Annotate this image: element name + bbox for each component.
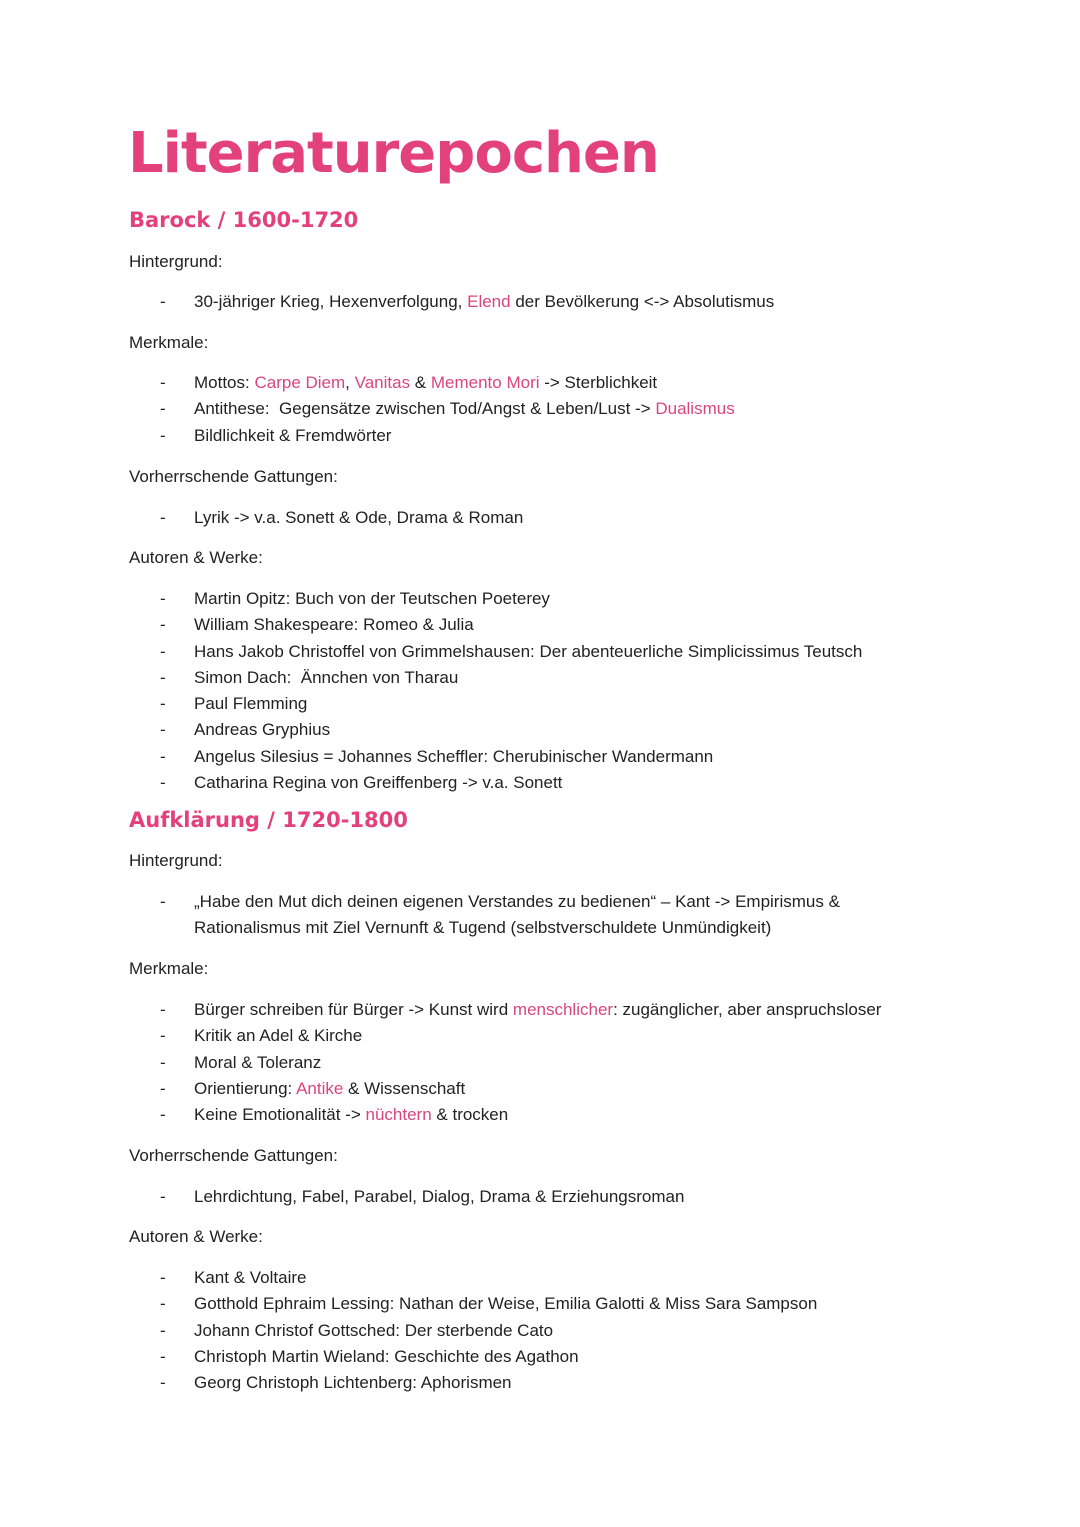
list-item: - Orientierung: Antike & Wissenschaft: [0, 1076, 1000, 1102]
highlighted-term: Vanitas: [354, 373, 411, 392]
bullet-dash: -: [160, 1320, 166, 1340]
label-autoren: Autoren & Werke:: [129, 548, 263, 567]
bullet-dash: -: [160, 667, 166, 687]
list-merkmale: [0, 370, 1000, 449]
bullet-dash: -: [160, 892, 166, 911]
list-item: - Angelus Silesius = Johannes Scheffler: Cherubinischer Wandermann: [0, 744, 1000, 770]
bullet-dash: -: [160, 720, 166, 740]
list-item: - Andreas Gryphius: [0, 717, 1000, 743]
list-gattungen: [0, 505, 1000, 531]
bullet-dash: -: [160, 1105, 166, 1125]
list-item: - Georg Christoph Lichtenberg: Aphorismen: [0, 1370, 1000, 1396]
bullet-dash: -: [160, 292, 166, 311]
highlighted-term: Antike: [296, 1078, 344, 1098]
bullet-dash: -: [160, 641, 166, 661]
bullet-dash: -: [160, 1026, 166, 1046]
page-title: Literaturepochen: [128, 121, 659, 186]
list-item: - Bürger schreiben für Bürger -> Kunst wird menschlicher: zugänglicher, aber anspruchsloser: [0, 997, 1000, 1023]
highlighted-term: nüchtern: [365, 1105, 432, 1125]
list-item: - Moral & Toleranz: [0, 1050, 1000, 1076]
label-autoren: Autoren & Werke:: [129, 1227, 263, 1246]
highlighted-term: Carpe Diem: [254, 373, 346, 392]
bullet-dash: -: [160, 615, 166, 635]
list-item: - Simon Dach: Ännchen von Tharau: [0, 665, 1000, 691]
list-item: - „Habe den Mut dich deinen eigenen Verstandes zu bedienen“ – Kant -> Empirismus & Rationalismus mit Ziel Vernunft & Tugend (selbstverschuldete Unmündigkeit): [0, 889, 1000, 942]
list-item: - Paul Flemming: [0, 691, 1000, 717]
list-merkmale: [0, 997, 1000, 1128]
label-hintergrund: Hintergrund:: [129, 851, 223, 870]
list-item: - Christoph Martin Wieland: Geschichte des Agathon: [0, 1344, 1000, 1370]
highlighted-term: Memento Mori: [430, 373, 540, 392]
list-item: - Lehrdichtung, Fabel, Parabel, Dialog, Drama & Erziehungsroman: [0, 1184, 1000, 1210]
highlighted-term: menschlicher: [512, 1000, 614, 1019]
list-item: - Lyrik -> v.a. Sonett & Ode, Drama & Roman: [0, 505, 1000, 531]
list-item: - Keine Emotionalität -> nüchtern & trocken: [0, 1102, 1000, 1128]
list-item: - William Shakespeare: Romeo & Julia: [0, 612, 1000, 638]
list-item: - Kant & Voltaire: [0, 1265, 1000, 1291]
list-item: - Catharina Regina von Greiffenberg -> v.a. Sonett: [0, 770, 1000, 796]
list-item: - 30-jähriger Krieg, Hexenverfolgung, Elend der Bevölkerung <-> Absolutismus: [0, 289, 1000, 315]
bullet-dash: -: [160, 1000, 166, 1019]
bullet-dash: -: [160, 373, 166, 392]
bullet-dash: -: [160, 1187, 166, 1206]
bullet-dash: -: [160, 425, 166, 445]
bullet-dash: -: [160, 1346, 166, 1366]
list-item: - Johann Christof Gottsched: Der sterbende Cato: [0, 1318, 1000, 1344]
list-hintergrund: [0, 289, 1000, 315]
bullet-dash: -: [160, 773, 166, 793]
list-autoren: [0, 1265, 1000, 1396]
bullet-dash: -: [160, 694, 166, 714]
list-item: - Bildlichkeit & Fremdwörter: [0, 423, 1000, 449]
list-item: - Mottos: Carpe Diem, Vanitas & Memento Mori -> Sterblichkeit: [0, 370, 1000, 396]
label-merkmale: Merkmale:: [129, 333, 209, 352]
bullet-dash: -: [160, 399, 166, 419]
bullet-dash: -: [160, 1373, 166, 1393]
label-gattungen: Vorherrschende Gattungen:: [129, 1146, 338, 1165]
label-merkmale: Merkmale:: [129, 959, 209, 978]
list-item: - Antithese: Gegensätze zwischen Tod/Angst & Leben/Lust -> Dualismus: [0, 396, 1000, 422]
list-autoren: [0, 586, 1000, 796]
bullet-dash: -: [160, 589, 166, 608]
bullet-dash: -: [160, 1268, 166, 1287]
highlighted-term: Dualismus: [655, 399, 735, 419]
list-hintergrund: [0, 889, 1000, 942]
label-hintergrund: Hintergrund:: [129, 252, 223, 271]
list-item: - Gotthold Ephraim Lessing: Nathan der Weise, Emilia Galotti & Miss Sara Sampson: [0, 1291, 1000, 1317]
section-heading-barock: Barock / 1600-1720: [129, 208, 359, 232]
list-item: - Kritik an Adel & Kirche: [0, 1023, 1000, 1049]
bullet-dash: -: [160, 1078, 166, 1098]
list-gattungen: [0, 1184, 1000, 1210]
highlighted-term: Elend: [467, 292, 511, 311]
bullet-dash: -: [160, 1052, 166, 1072]
list-item: - Hans Jakob Christoffel von Grimmelshausen: Der abenteuerliche Simplicissimus Teutsch: [0, 639, 1000, 665]
bullet-dash: -: [160, 1294, 166, 1314]
label-gattungen: Vorherrschende Gattungen:: [129, 467, 338, 486]
list-item: - Martin Opitz: Buch von der Teutschen Poeterey: [0, 586, 1000, 612]
bullet-dash: -: [160, 508, 166, 527]
section-heading-aufklaerung: Aufklärung / 1720-1800: [129, 808, 408, 832]
bullet-dash: -: [160, 746, 166, 766]
